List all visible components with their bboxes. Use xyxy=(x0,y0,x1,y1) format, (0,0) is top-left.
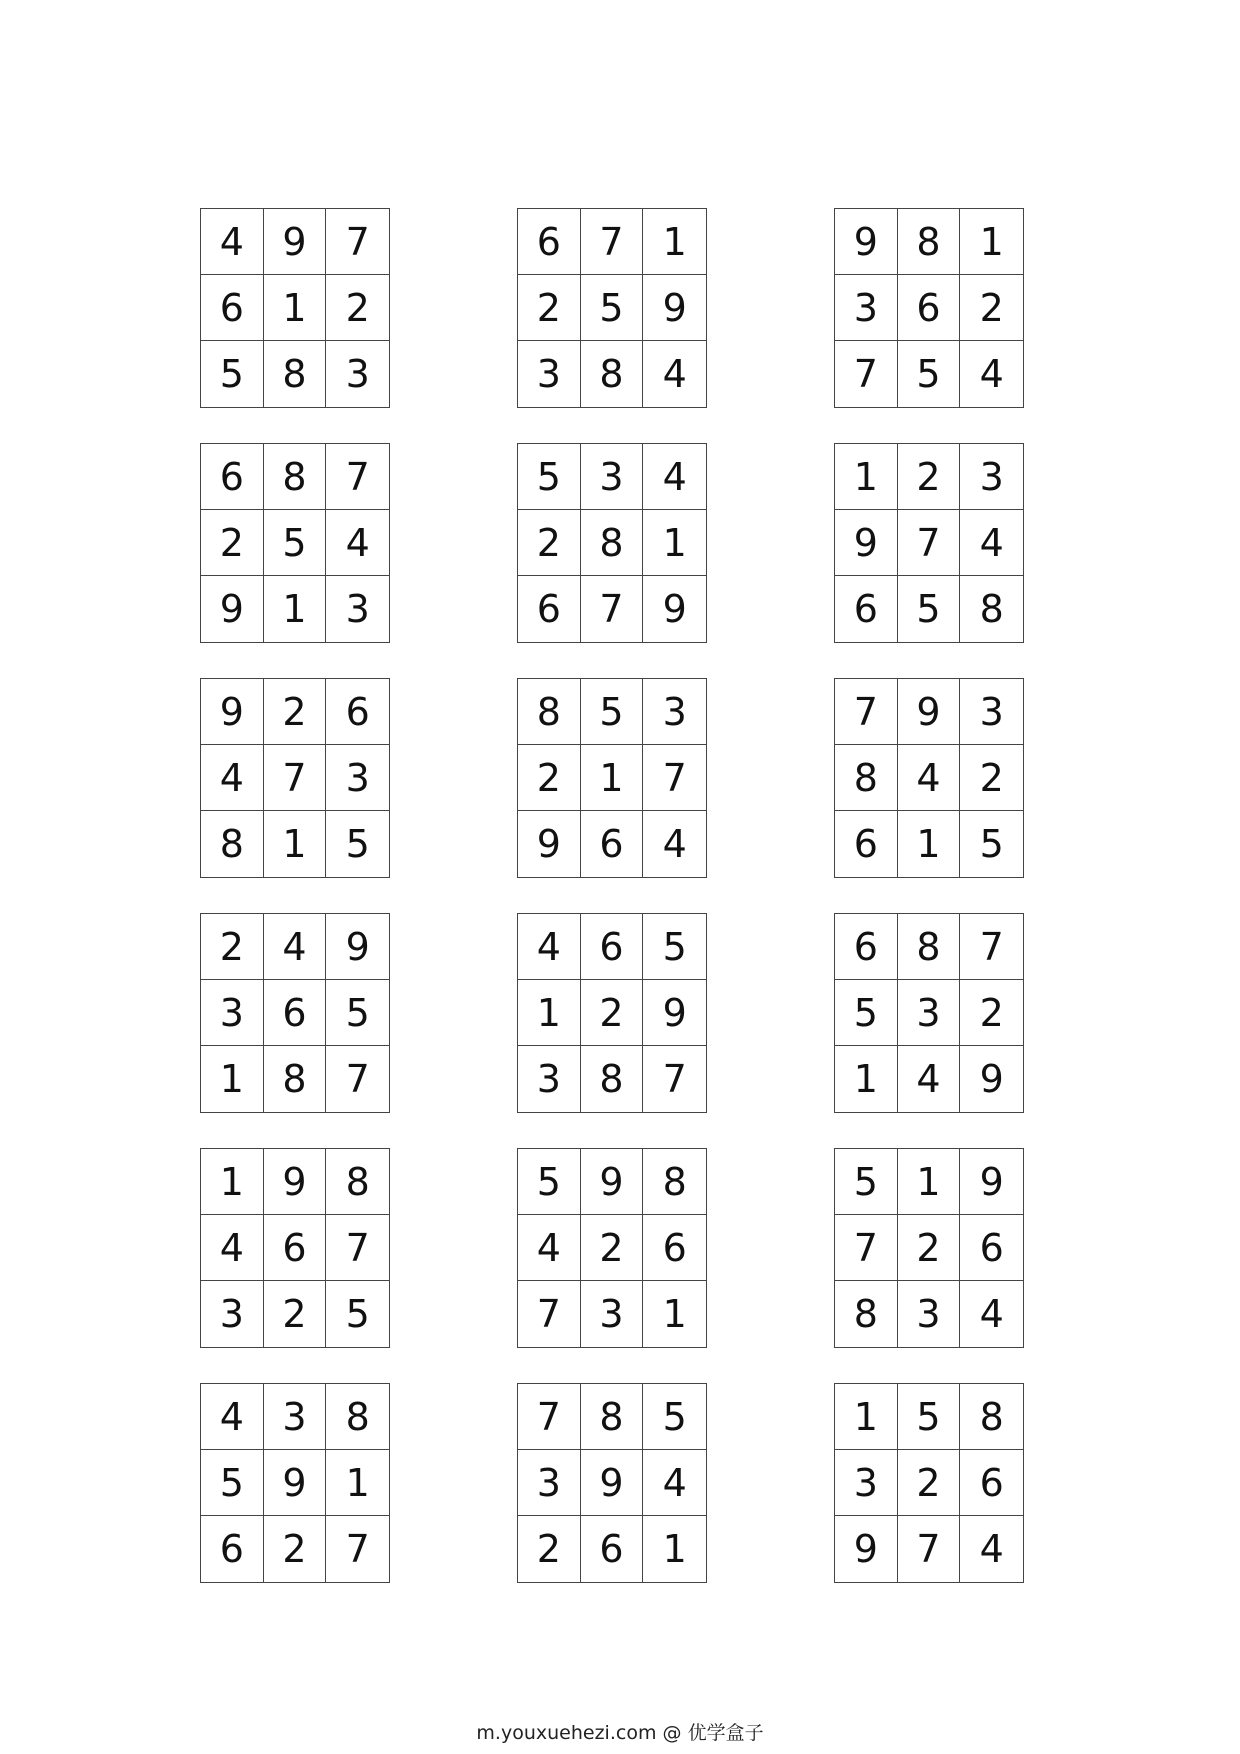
grid-cell: 6 xyxy=(960,1450,1023,1516)
grid-cell: 5 xyxy=(835,1149,898,1215)
grid-cell: 4 xyxy=(264,914,327,980)
grid-cell: 4 xyxy=(898,1046,961,1112)
grid-cell: 8 xyxy=(518,679,581,745)
grid-cell: 1 xyxy=(264,811,327,877)
number-grid xyxy=(200,678,390,878)
grid-cell: 7 xyxy=(264,745,327,811)
grid-cell: 6 xyxy=(835,811,898,877)
grid-cell: 5 xyxy=(581,679,644,745)
grid-cell: 1 xyxy=(662,1527,687,1571)
grid-cell: 6 xyxy=(201,444,264,510)
grid-cell: 3 xyxy=(201,1281,264,1347)
grid-cell: 9 xyxy=(835,209,898,275)
grid-cell: 1 xyxy=(581,745,644,811)
grid-cell: 9 xyxy=(201,576,264,642)
grid-cell: 1 xyxy=(326,1450,389,1516)
grid-cell: 3 xyxy=(960,679,1023,745)
grid-cell: 2 xyxy=(898,1215,961,1281)
grid-cell: 6 xyxy=(960,1215,1023,1281)
grid-cell: 3 xyxy=(960,444,1023,510)
grid-cell: 1 xyxy=(643,510,706,576)
grid-cell: 1 xyxy=(835,1384,898,1450)
grid-cell: 4 xyxy=(979,1292,1004,1336)
grid-cell: 4 xyxy=(662,822,687,866)
grid-cell: 1 xyxy=(264,576,327,642)
grid-cell: 8 xyxy=(326,1384,389,1450)
grid-cell: 9 xyxy=(264,209,327,275)
grid-cell: 4 xyxy=(518,914,581,980)
number-grid xyxy=(834,1383,1024,1583)
grid-cell: 8 xyxy=(581,510,644,576)
grid-cell: 4 xyxy=(979,1527,1004,1571)
grid-cell: 8 xyxy=(835,1281,898,1347)
grid-cell: 4 xyxy=(326,510,389,576)
number-grid xyxy=(834,443,1024,643)
grid-cell: 7 xyxy=(326,209,389,275)
grid-cell: 2 xyxy=(264,1281,327,1347)
grid-cell: 8 xyxy=(581,341,644,407)
grid-cell: 3 xyxy=(898,1281,961,1347)
grid-cell: 9 xyxy=(201,679,264,745)
grid-cell: 5 xyxy=(643,914,706,980)
grid-cell: 6 xyxy=(835,576,898,642)
number-grid xyxy=(200,1148,390,1348)
grid-cell: 9 xyxy=(264,1149,327,1215)
number-grid xyxy=(517,208,707,408)
grid-cell: 1 xyxy=(898,811,961,877)
grid-cell: 5 xyxy=(518,1149,581,1215)
grid-cell: 5 xyxy=(898,576,961,642)
number-grid xyxy=(517,1383,707,1583)
grid-cell: 6 xyxy=(326,679,389,745)
grid-cell: 1 xyxy=(835,1046,898,1112)
grid-cell: 9 xyxy=(643,275,706,341)
grid-cell: 9 xyxy=(643,980,706,1046)
grid-cell: 7 xyxy=(835,341,898,407)
grid-cell: 8 xyxy=(326,1149,389,1215)
grid-cell: 4 xyxy=(898,745,961,811)
grid-cell: 7 xyxy=(326,1215,389,1281)
grid-cell: 1 xyxy=(835,444,898,510)
grid-cell: 9 xyxy=(581,1149,644,1215)
grid-cell: 5 xyxy=(518,444,581,510)
grid-cell: 8 xyxy=(581,1046,644,1112)
number-grid xyxy=(200,443,390,643)
grid-cell: 2 xyxy=(581,980,644,1046)
grid-cell: 9 xyxy=(326,914,389,980)
grid-cell: 3 xyxy=(898,980,961,1046)
grid-cell: 3 xyxy=(518,341,581,407)
number-grid xyxy=(517,678,707,878)
grid-cell: 9 xyxy=(835,510,898,576)
grid-cell: 2 xyxy=(960,980,1023,1046)
grid-cell: 6 xyxy=(201,275,264,341)
grid-cell: 2 xyxy=(518,1516,581,1582)
grid-cell: 9 xyxy=(960,1149,1023,1215)
footer-watermark xyxy=(0,1718,1240,1745)
footer-site: m.youxuehezi.com xyxy=(476,1722,657,1744)
grid-cell: 6 xyxy=(201,1516,264,1582)
grid-cell: 8 xyxy=(581,1384,644,1450)
grid-cell: 6 xyxy=(581,914,644,980)
grid-cell: 9 xyxy=(979,1057,1004,1101)
grid-cell: 7 xyxy=(662,1057,687,1101)
grid-cell: 9 xyxy=(581,1450,644,1516)
grid-cell: 5 xyxy=(201,341,264,407)
grid-cell: 3 xyxy=(581,1281,644,1347)
grid-cell: 1 xyxy=(898,1149,961,1215)
grid-cell: 5 xyxy=(898,1384,961,1450)
number-grid xyxy=(517,443,707,643)
grid-cell: 2 xyxy=(581,1215,644,1281)
grid-cell: 9 xyxy=(835,1516,898,1582)
number-grid xyxy=(834,678,1024,878)
number-grid xyxy=(834,1148,1024,1348)
grid-cell: 3 xyxy=(835,275,898,341)
grid-cell: 8 xyxy=(960,1384,1023,1450)
grid-cell: 9 xyxy=(518,811,581,877)
grid-cell: 4 xyxy=(643,1450,706,1516)
grid-cell: 7 xyxy=(345,1057,370,1101)
grid-cell: 1 xyxy=(201,1149,264,1215)
grid-cell: 4 xyxy=(201,1215,264,1281)
grid-cell: 4 xyxy=(201,745,264,811)
grid-cell: 6 xyxy=(835,914,898,980)
grid-cell: 4 xyxy=(960,510,1023,576)
grid-cell: 2 xyxy=(898,1450,961,1516)
grid-cell: 8 xyxy=(643,1149,706,1215)
grid-cell: 7 xyxy=(835,1215,898,1281)
grid-cell: 7 xyxy=(518,1384,581,1450)
grid-cell: 4 xyxy=(201,1384,264,1450)
number-grid xyxy=(517,913,707,1113)
grid-cell: 5 xyxy=(979,822,1004,866)
grid-cell: 1 xyxy=(201,1046,264,1112)
grid-cell: 3 xyxy=(345,587,370,631)
grid-cell: 6 xyxy=(264,980,327,1046)
footer-separator: @ xyxy=(656,1722,688,1744)
footer-brand: 优学盒子 xyxy=(687,1722,764,1744)
grid-cell: 7 xyxy=(326,444,389,510)
grid-cell: 2 xyxy=(518,275,581,341)
grid-cell: 5 xyxy=(345,822,370,866)
grid-cell: 9 xyxy=(264,1450,327,1516)
grid-cell: 5 xyxy=(898,341,961,407)
grid-cell: 4 xyxy=(518,1215,581,1281)
grid-cell: 3 xyxy=(326,745,389,811)
grid-cell: 7 xyxy=(898,510,961,576)
grid-cell: 3 xyxy=(518,1450,581,1516)
grid-cell: 1 xyxy=(643,209,706,275)
grid-cell: 3 xyxy=(201,980,264,1046)
grid-cell: 7 xyxy=(960,914,1023,980)
grid-cell: 3 xyxy=(345,352,370,396)
grid-cell: 2 xyxy=(518,745,581,811)
number-grid xyxy=(200,208,390,408)
grid-cell: 3 xyxy=(643,679,706,745)
grid-cell: 1 xyxy=(264,275,327,341)
grid-cell: 6 xyxy=(898,275,961,341)
grid-cell: 2 xyxy=(960,275,1023,341)
grid-cell: 8 xyxy=(835,745,898,811)
grid-cell: 5 xyxy=(326,980,389,1046)
grid-cell: 3 xyxy=(581,444,644,510)
grid-cell: 8 xyxy=(898,914,961,980)
grid-cell: 2 xyxy=(960,745,1023,811)
grid-cell: 8 xyxy=(201,811,264,877)
grid-cell: 8 xyxy=(898,209,961,275)
grid-cell: 5 xyxy=(345,1292,370,1336)
grid-cell: 6 xyxy=(264,1215,327,1281)
grid-cell: 7 xyxy=(518,1281,581,1347)
grid-cell: 7 xyxy=(835,679,898,745)
grid-cell: 2 xyxy=(201,914,264,980)
grid-cell: 7 xyxy=(898,1516,961,1582)
grid-cell: 4 xyxy=(201,209,264,275)
grid-cell: 8 xyxy=(979,587,1004,631)
number-grid xyxy=(200,913,390,1113)
number-grid xyxy=(517,1148,707,1348)
grid-cell: 7 xyxy=(345,1527,370,1571)
grid-cell: 6 xyxy=(581,811,644,877)
grid-cell: 3 xyxy=(518,1046,581,1112)
grid-cell: 7 xyxy=(643,745,706,811)
number-grid xyxy=(834,208,1024,408)
grid-cell: 5 xyxy=(264,510,327,576)
grid-cell: 6 xyxy=(518,209,581,275)
number-grid xyxy=(834,913,1024,1113)
grid-cell: 6 xyxy=(518,576,581,642)
grid-cell: 6 xyxy=(643,1215,706,1281)
grid-cell: 2 xyxy=(264,1516,327,1582)
number-grid xyxy=(200,1383,390,1583)
grid-cell: 5 xyxy=(201,1450,264,1516)
grid-cell: 1 xyxy=(662,1292,687,1336)
grid-cell: 5 xyxy=(835,980,898,1046)
grid-cell: 8 xyxy=(264,444,327,510)
grid-cell: 9 xyxy=(662,587,687,631)
grid-cell: 7 xyxy=(581,209,644,275)
grid-cell: 2 xyxy=(326,275,389,341)
grid-cell: 9 xyxy=(898,679,961,745)
grid-cell: 4 xyxy=(662,352,687,396)
grid-cell: 5 xyxy=(643,1384,706,1450)
grid-cell: 2 xyxy=(518,510,581,576)
grid-cell: 2 xyxy=(201,510,264,576)
grid-cell: 1 xyxy=(518,980,581,1046)
grid-cell: 8 xyxy=(264,1046,327,1112)
grid-cell: 8 xyxy=(264,341,327,407)
grid-cell: 5 xyxy=(581,275,644,341)
grid-cell: 7 xyxy=(581,576,644,642)
grid-cell: 3 xyxy=(835,1450,898,1516)
grid-cell: 4 xyxy=(979,352,1004,396)
grid-cell: 6 xyxy=(581,1516,644,1582)
grid-cell: 1 xyxy=(960,209,1023,275)
grid-cell: 3 xyxy=(264,1384,327,1450)
grid-cell: 2 xyxy=(264,679,327,745)
grid-cell: 2 xyxy=(898,444,961,510)
grid-cell: 4 xyxy=(643,444,706,510)
